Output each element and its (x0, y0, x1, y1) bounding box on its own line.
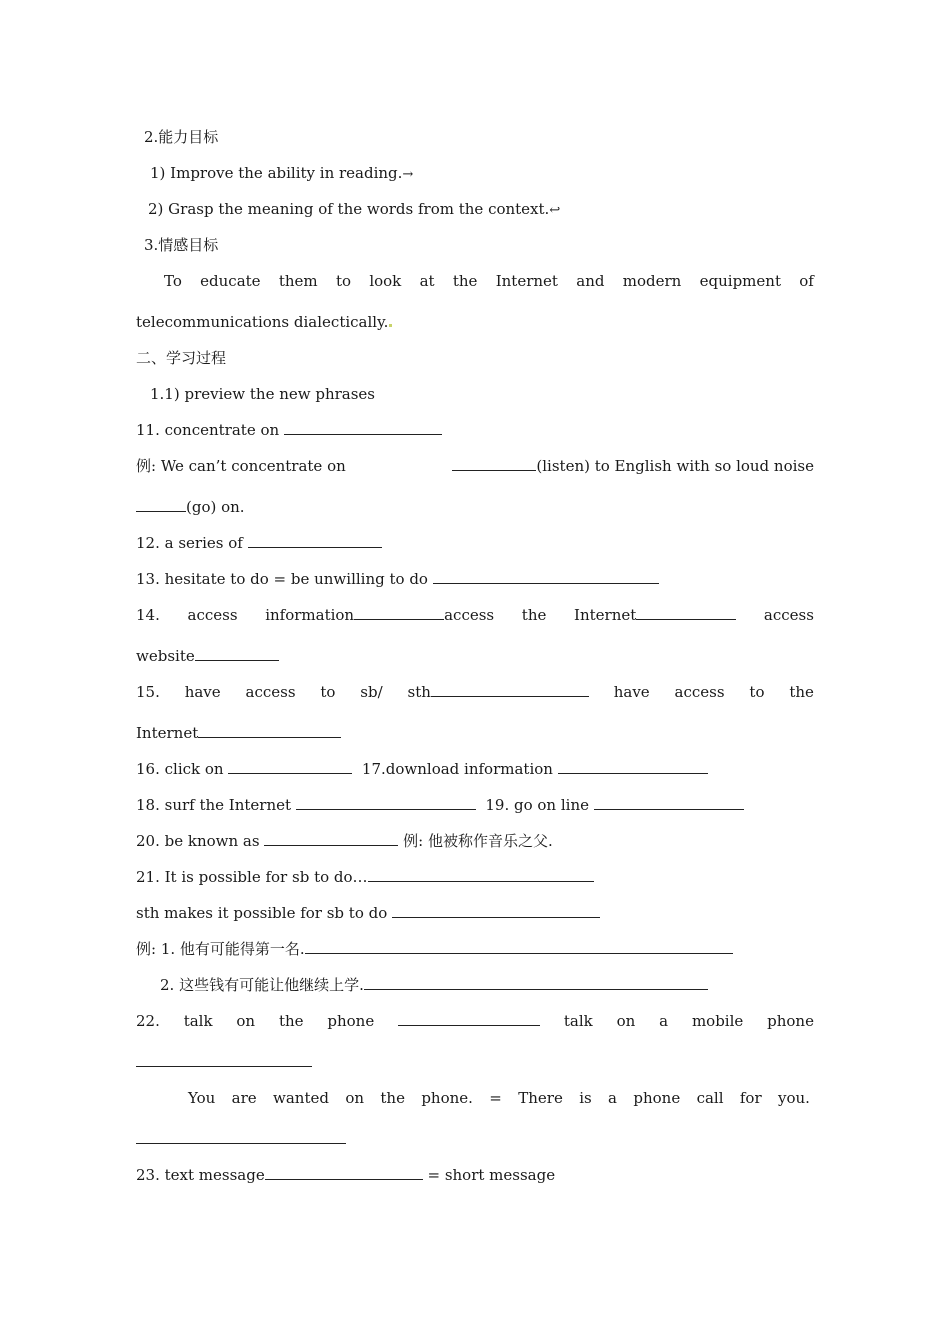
item-text: talk (563, 1012, 593, 1030)
emotion-goal-title: 3.情感目标 (144, 236, 219, 254)
answer-blank[interactable] (136, 1052, 312, 1067)
item-text: access (187, 606, 238, 624)
mark-icon: ↩ (549, 203, 561, 218)
note-text: phone (633, 1089, 681, 1107)
item-text: sb/ (360, 683, 383, 701)
item-text: sth makes it possible for sb to do (136, 904, 388, 922)
item-text: access (444, 606, 495, 624)
answer-blank[interactable] (265, 1165, 423, 1180)
example-21-1 (136, 939, 733, 959)
item-group (408, 682, 589, 702)
answer-blank[interactable] (594, 795, 744, 810)
item-21 (136, 867, 594, 887)
item-text: access (245, 683, 296, 701)
word: modern (622, 272, 682, 290)
item-22-blank-line (136, 1052, 312, 1072)
item-text: phone (767, 1012, 814, 1030)
item-15 (136, 682, 814, 702)
word: and (576, 272, 605, 290)
item-text: = short message (427, 1166, 556, 1184)
note-text: you. (778, 1089, 810, 1107)
note-text: a (608, 1089, 617, 1107)
ability-goal-title: 2.能力目标 (144, 128, 219, 146)
note-text: You (188, 1089, 216, 1107)
item-text: 12. a series of (136, 534, 243, 552)
item-text: sth (407, 683, 431, 701)
ability-goal-2-text: 2) Grasp the meaning of the words from the context. (148, 200, 550, 218)
example-text: 2. 这些钱有可能让他继续上学. (160, 976, 364, 994)
emotion-goal-text-line1 (164, 271, 814, 291)
item-text: 21. It is possible for sb to do… (136, 868, 368, 886)
item-text: the (278, 1012, 304, 1030)
answer-blank[interactable] (558, 759, 708, 774)
note-text: the (380, 1089, 405, 1107)
answer-blank[interactable] (354, 605, 444, 620)
item-15-tail (136, 723, 341, 743)
word: To (164, 272, 182, 290)
note-text: for (739, 1089, 762, 1107)
item-text: 18. surf the Internet (136, 796, 292, 814)
item-23 (136, 1165, 555, 1185)
item-12 (136, 533, 382, 553)
item-18-19 (136, 795, 744, 815)
answer-blank[interactable] (452, 456, 536, 471)
answer-blank[interactable] (364, 975, 708, 990)
item-text: 23. text message (136, 1166, 265, 1184)
word: to (335, 272, 352, 290)
item-text: 13. hesitate to do = be unwilling to do (136, 570, 428, 588)
ability-goal-2 (148, 199, 560, 221)
note-text: are (231, 1089, 257, 1107)
example-text: (listen) to English with so loud noise (536, 457, 814, 475)
item-group (574, 605, 736, 625)
item-16-17 (136, 759, 708, 779)
example-text: 例: We can’t concentrate on (136, 457, 346, 475)
answer-blank[interactable] (398, 1011, 540, 1026)
example-blank-group (452, 456, 814, 476)
item-text: 19. go on line (485, 796, 589, 814)
item-text: a (659, 1012, 669, 1030)
answer-blank[interactable] (228, 759, 352, 774)
item-text: to (749, 683, 765, 701)
item-text: 11. concentrate on (136, 421, 280, 439)
item-text: Internet (136, 724, 199, 742)
note-text: phone. (421, 1089, 473, 1107)
item-text: have (613, 683, 650, 701)
note-text: wanted (273, 1089, 329, 1107)
word: Internet (495, 272, 558, 290)
item-text: 14. (136, 606, 160, 624)
answer-blank[interactable] (264, 831, 398, 846)
example-text: (go) on. (186, 498, 245, 516)
item-group (265, 605, 494, 625)
item-text: the (789, 683, 814, 701)
example-text: 例: 1. 他有可能得第一名. (136, 940, 305, 958)
item-20 (136, 831, 553, 851)
item-text: 22. (136, 1012, 160, 1030)
ability-goal-1 (150, 163, 413, 185)
arrow-mark-icon: → (402, 167, 414, 182)
item-13 (136, 569, 659, 589)
emotion-goal-text-line2 (136, 312, 393, 332)
dot-mark (389, 324, 392, 327)
item-text: mobile (691, 1012, 744, 1030)
item-text: the (521, 606, 547, 624)
answer-blank[interactable] (248, 533, 382, 548)
answer-blank[interactable] (195, 646, 279, 661)
answer-blank[interactable] (198, 723, 341, 738)
item-text: Internet (574, 606, 637, 624)
example-text: 例: 他被称作音乐之父. (403, 832, 553, 850)
item-text: to (320, 683, 336, 701)
item-22-note-blank-line (136, 1129, 346, 1149)
process-title: 二、学习过程 (136, 349, 227, 367)
item-14-tail (136, 646, 279, 666)
answer-blank[interactable] (136, 1129, 346, 1144)
note-text: = (489, 1089, 502, 1107)
example-11 (136, 456, 814, 476)
answer-blank[interactable] (392, 903, 600, 918)
item-text: website (136, 647, 195, 665)
item-text: 15. (136, 683, 160, 701)
item-21b (136, 903, 600, 923)
item-text: access (763, 606, 814, 624)
word: the (452, 272, 478, 290)
answer-blank[interactable] (433, 569, 659, 584)
answer-blank[interactable] (136, 497, 186, 512)
ability-goal-1-text: 1) Improve the ability in reading. (150, 164, 403, 182)
word: look (369, 272, 402, 290)
item-text: phone (327, 1012, 375, 1030)
answer-blank[interactable] (636, 605, 736, 620)
example-21-2 (160, 975, 708, 995)
word: them (278, 272, 318, 290)
answer-blank[interactable] (296, 795, 476, 810)
note-text: call (696, 1089, 724, 1107)
note-text: on (345, 1089, 365, 1107)
word: educate (200, 272, 261, 290)
item-text: talk (183, 1012, 213, 1030)
answer-blank[interactable] (284, 420, 442, 435)
word: of (799, 272, 814, 290)
item-22 (136, 1011, 814, 1031)
item-text: 16. click on (136, 760, 224, 778)
word: at (419, 272, 435, 290)
example-11-tail (136, 497, 245, 517)
emotion-text-tail: telecommunications dialectically. (136, 313, 389, 331)
answer-blank[interactable] (431, 682, 589, 697)
word: equipment (699, 272, 781, 290)
item-22-note (188, 1088, 810, 1108)
answer-blank[interactable] (305, 939, 733, 954)
item-text: information (265, 606, 355, 624)
item-text: have (184, 683, 221, 701)
note-text: There (518, 1089, 563, 1107)
item-text: 17.download information (361, 760, 553, 778)
item-text: access (674, 683, 725, 701)
item-text: on (616, 1012, 636, 1030)
item-11 (136, 420, 442, 440)
note-text: is (579, 1089, 592, 1107)
item-text: on (236, 1012, 256, 1030)
item-14 (136, 605, 814, 625)
item-text: 20. be known as (136, 832, 260, 850)
preview-line: 1.1) preview the new phrases (150, 385, 376, 403)
answer-blank[interactable] (368, 867, 594, 882)
